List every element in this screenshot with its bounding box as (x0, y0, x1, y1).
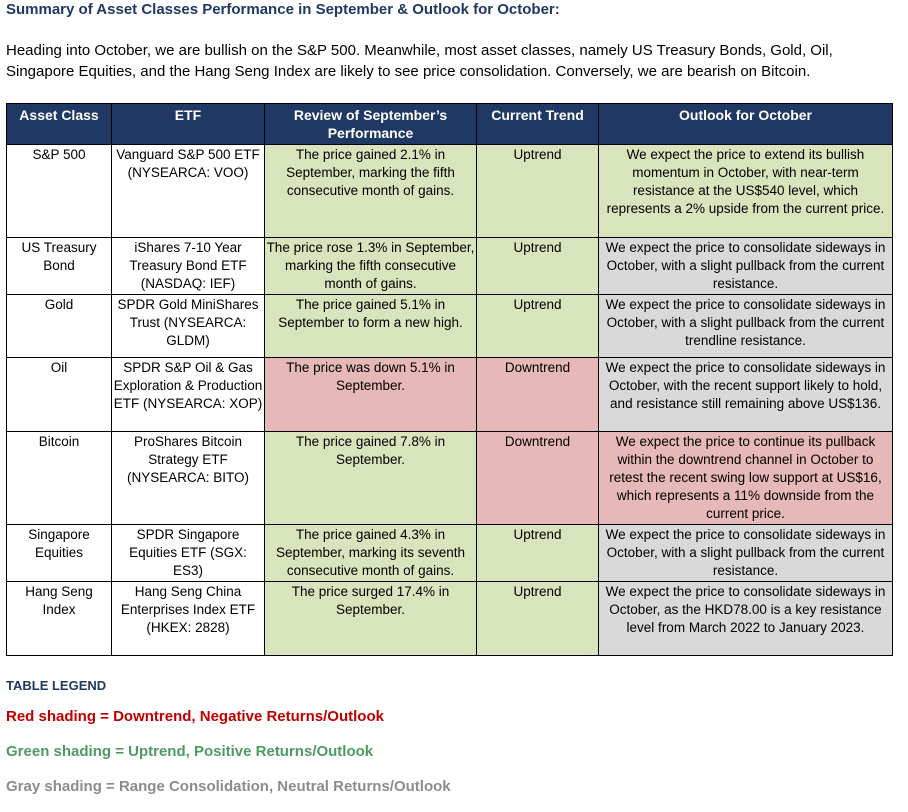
legend-red: Red shading = Downtrend, Negative Returns/Outlook (6, 708, 384, 725)
trend-cell: Downtrend (477, 432, 599, 525)
asset-cell: Hang Seng Index (7, 582, 112, 656)
asset-cell: US Treasury Bond (7, 238, 112, 295)
table-row (7, 582, 893, 656)
table-row (7, 525, 893, 582)
asset-cell: S&P 500 (7, 145, 112, 238)
review-cell: The price surged 17.4% in September. (265, 582, 477, 656)
header-review: Review of September’s Performance (265, 104, 477, 145)
etf-cell: Vanguard S&P 500 ETF (NYSEARCA: VOO) (112, 145, 265, 238)
page-title: Summary of Asset Classes Performance in September & Outlook for October: (6, 1, 560, 18)
asset-cell: Singapore Equities (7, 525, 112, 582)
trend-cell: Uptrend (477, 295, 599, 358)
table-row (7, 295, 893, 358)
etf-cell: SPDR Singapore Equities ETF (SGX: ES3) (112, 525, 265, 582)
table-header-row (7, 104, 893, 145)
asset-cell: Bitcoin (7, 432, 112, 525)
table-row (7, 358, 893, 432)
etf-cell: Hang Seng China Enterprises Index ETF (HKEX: 2828) (112, 582, 265, 656)
outlook-cell: We expect the price to consolidate sideways in October, with a slight pullback from the current resistance. (599, 525, 893, 582)
etf-cell: iShares 7-10 Year Treasury Bond ETF (NASDAQ: IEF) (112, 238, 265, 295)
etf-cell: SPDR Gold MiniShares Trust (NYSEARCA: GLDM) (112, 295, 265, 358)
trend-cell: Downtrend (477, 358, 599, 432)
asset-cell: Gold (7, 295, 112, 358)
table-row (7, 145, 893, 238)
etf-cell: ProShares Bitcoin Strategy ETF (NYSEARCA: BITO) (112, 432, 265, 525)
outlook-cell: We expect the price to consolidate sideways in October, with a slight pullback from the current resistance. (599, 238, 893, 295)
review-cell: The price rose 1.3% in September, marking the fifth consecutive month of gains. (265, 238, 477, 295)
trend-cell: Uptrend (477, 582, 599, 656)
intro-paragraph: Heading into October, we are bullish on the S&P 500. Meanwhile, most asset classes, namely US Treasury Bonds, Gold, Oil, Singapore Equities, and the Hang Seng Index are likely to see price consolidation. Conversely, we are bearish on Bitcoin. (6, 42, 833, 80)
etf-cell: SPDR S&P Oil & Gas Exploration & Production ETF (NYSEARCA: XOP) (112, 358, 265, 432)
review-cell: The price was down 5.1% in September. (265, 358, 477, 432)
header-asset-class: Asset Class (7, 104, 112, 145)
header-current-trend: Current Trend (477, 104, 599, 145)
outlook-cell: We expect the price to consolidate sideways in October, as the HKD78.00 is a key resistance level from March 2022 to January 2023. (599, 582, 893, 656)
legend-gray: Gray shading = Range Consolidation, Neutral Returns/Outlook (6, 778, 451, 795)
legend-green: Green shading = Uptrend, Positive Returns/Outlook (6, 743, 374, 760)
outlook-cell: We expect the price to continue its pullback within the downtrend channel in October to retest the recent swing low support at US$16, which represents a 11% downside from the current price. (599, 432, 893, 525)
outlook-cell: We expect the price to consolidate sideways in October, with a slight pullback from the current trendline resistance. (599, 295, 893, 358)
review-cell: The price gained 4.3% in September, marking its seventh consecutive month of gains. (265, 525, 477, 582)
table-body (7, 145, 893, 656)
header-etf: ETF (112, 104, 265, 145)
table-row (7, 238, 893, 295)
asset-performance-table (6, 103, 893, 656)
review-cell: The price gained 5.1% in September to form a new high. (265, 295, 477, 358)
header-outlook: Outlook for October (599, 104, 893, 145)
review-cell: The price gained 7.8% in September. (265, 432, 477, 525)
outlook-cell: We expect the price to consolidate sideways in October, with the recent support likely to hold, and resistance still remaining above US$136. (599, 358, 893, 432)
review-cell: The price gained 2.1% in September, marking the fifth consecutive month of gains. (265, 145, 477, 238)
trend-cell: Uptrend (477, 145, 599, 238)
legend-title: TABLE LEGEND (6, 678, 107, 693)
table-row (7, 432, 893, 525)
trend-cell: Uptrend (477, 525, 599, 582)
trend-cell: Uptrend (477, 238, 599, 295)
asset-cell: Oil (7, 358, 112, 432)
outlook-cell: We expect the price to extend its bullish momentum in October, with near-term resistance at the US$540 level, which represents a 2% upside from the current price. (599, 145, 893, 238)
